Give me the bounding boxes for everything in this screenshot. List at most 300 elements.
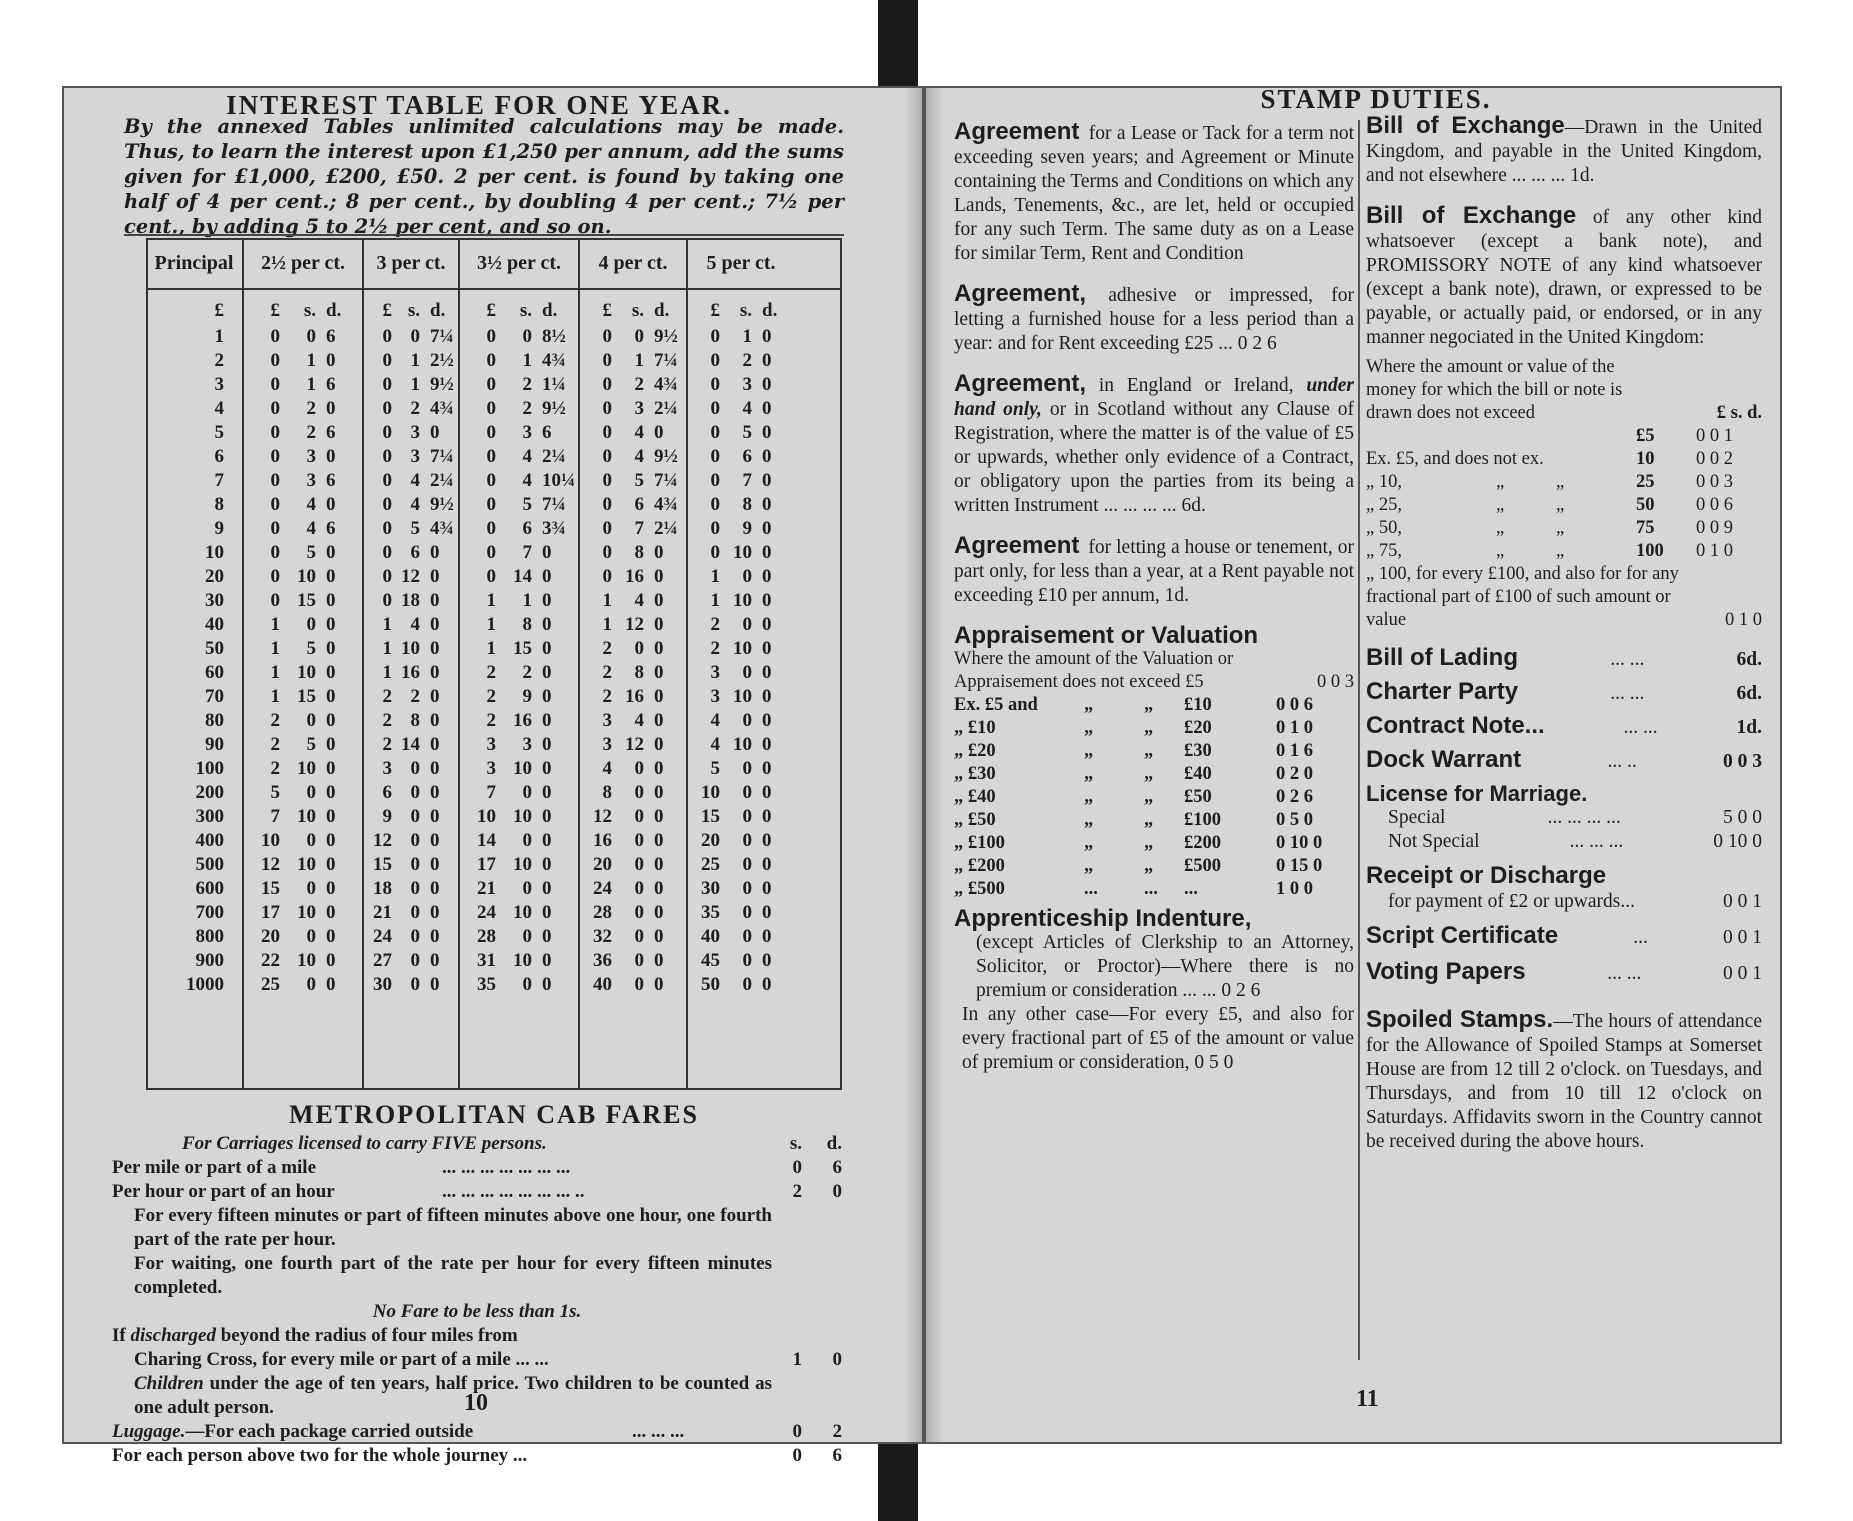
- shillings-value: 10: [297, 950, 316, 971]
- pounds-value: 0: [602, 350, 612, 371]
- cab-row-s: 1: [792, 1349, 802, 1370]
- pence-value: 0: [326, 662, 336, 683]
- shillings-value: 4: [634, 710, 644, 731]
- shillings-value: 1: [306, 350, 316, 371]
- pence-value: 0: [430, 830, 440, 851]
- appraisement-cell: „: [1144, 695, 1154, 715]
- pence-value: 0: [326, 926, 336, 947]
- pounds-value: 0: [382, 518, 392, 539]
- shillings-value: 0: [306, 782, 316, 803]
- shillings-value: 0: [742, 614, 752, 635]
- shillings-value: 0: [634, 902, 644, 923]
- amount-cell: [368, 902, 454, 926]
- pence-value: 9½: [654, 446, 678, 467]
- pounds-value: 2: [270, 734, 280, 755]
- shillings-value: 7: [634, 518, 644, 539]
- page-number: 10: [464, 1390, 488, 1416]
- table-row: [146, 638, 842, 662]
- amount-cell: [692, 662, 790, 686]
- amount-cell: [248, 974, 358, 998]
- amount-cell: [368, 782, 454, 806]
- amount-cell: [584, 566, 682, 590]
- pounds-value: 2: [602, 638, 612, 659]
- amount-cell: [692, 374, 790, 398]
- shillings-value: 2: [410, 398, 420, 419]
- simple-items: [1366, 646, 1762, 774]
- entry-appraisement: [954, 624, 1354, 901]
- pence-value: 0: [654, 422, 664, 443]
- pounds-value: 3: [486, 758, 496, 779]
- pence-value: 0: [542, 686, 552, 707]
- shillings-value: 0: [742, 710, 752, 731]
- pence-value: 2½: [430, 350, 454, 371]
- pence-value: 0: [430, 878, 440, 899]
- shillings-value: 10: [733, 542, 752, 563]
- shillings-value: 12: [625, 614, 644, 635]
- pounds-value: 24: [373, 926, 392, 947]
- pence-value: 6: [326, 470, 336, 491]
- pounds-value: 0: [486, 470, 496, 491]
- pence-value: 0: [326, 494, 336, 515]
- appraisement-cell: „: [1144, 810, 1154, 830]
- pounds-value: 0: [486, 398, 496, 419]
- appraisement-cell: £30: [1184, 741, 1212, 761]
- pounds-value: 2: [486, 662, 496, 683]
- amount-cell: [584, 734, 682, 758]
- pence-value: 7¼: [654, 350, 678, 371]
- pounds-value: 1: [602, 590, 612, 611]
- table-row: [146, 710, 842, 734]
- shillings-value: 10: [297, 566, 316, 587]
- pounds-value: 1: [270, 662, 280, 683]
- pounds-value: 0: [486, 518, 496, 539]
- shillings-value: 3: [742, 374, 752, 395]
- cab-row: [112, 1324, 842, 1348]
- shillings-value: 0: [410, 950, 420, 971]
- pence-value: 0: [430, 590, 440, 611]
- shillings-value: 5: [522, 494, 532, 515]
- shillings-value: 15: [513, 638, 532, 659]
- bill-rates-cell: Ex. £5, and does not ex.: [1366, 449, 1544, 469]
- pence-value: 0: [654, 854, 664, 875]
- appraisement-row: [954, 786, 1354, 809]
- pounds-value: 12: [373, 830, 392, 851]
- shillings-value: 0: [634, 854, 644, 875]
- shillings-value: 6: [634, 494, 644, 515]
- shillings-value: 4: [634, 446, 644, 467]
- pounds-value: 27: [373, 950, 392, 971]
- amount-cell: [692, 326, 790, 350]
- pence-value: 0: [542, 806, 552, 827]
- shillings-value: 2: [306, 422, 316, 443]
- table-row: [146, 542, 842, 566]
- pounds-value: 0: [270, 494, 280, 515]
- shillings-value: 0: [634, 878, 644, 899]
- entry-value: 0 0 1: [1723, 927, 1762, 948]
- cab-row: [112, 1420, 842, 1444]
- amount-cell: [368, 422, 454, 446]
- shillings-value: 15: [297, 686, 316, 707]
- pounds-value: 4: [602, 758, 612, 779]
- principal-cell: 40: [205, 614, 224, 635]
- pence-value: 0: [326, 614, 336, 635]
- principal-cell: 80: [205, 710, 224, 731]
- shillings-value: 0: [306, 710, 316, 731]
- amount-cell: [368, 542, 454, 566]
- pounds-value: 0: [382, 494, 392, 515]
- pounds-value: £: [710, 300, 720, 321]
- amount-cell: [248, 638, 358, 662]
- entry-body: —The hours of attendance for the Allowance of Spoiled Stamps at Somerset House are from 12 till 2 o'clock. on Tuesdays, and Thursdays, and from 10 till 12 o'clock on Saturdays. Affidavits sworn in the Country cannot be received during the above hours.: [1366, 1011, 1762, 1152]
- bill-rates-row: [1366, 448, 1762, 471]
- amount-cell: [464, 470, 574, 494]
- table-units-row: [146, 300, 842, 328]
- amount-cell: [692, 854, 790, 878]
- pence-value: 10¼: [542, 470, 576, 491]
- principal-cell: 8: [214, 494, 224, 515]
- shillings-value: 0: [742, 926, 752, 947]
- shillings-value: 4: [634, 590, 644, 611]
- principal-cell: 800: [195, 926, 224, 947]
- entry-spoiled-stamps: [1366, 1008, 1762, 1154]
- pounds-value: 31: [477, 950, 496, 971]
- amount-cell: [368, 374, 454, 398]
- pounds-value: 0: [270, 518, 280, 539]
- pence-value: 0: [542, 590, 552, 611]
- pounds-value: 1: [602, 614, 612, 635]
- pounds-value: 1: [710, 590, 720, 611]
- pounds-value: 18: [373, 878, 392, 899]
- pence-value: d.: [430, 300, 446, 321]
- amount-cell: [692, 566, 790, 590]
- shillings-value: 1: [410, 350, 420, 371]
- pounds-value: 1: [486, 614, 496, 635]
- table-row: [146, 902, 842, 926]
- pounds-value: 2: [602, 662, 612, 683]
- shillings-value: 0: [634, 782, 644, 803]
- amount-cell: [584, 374, 682, 398]
- pence-value: 0: [542, 638, 552, 659]
- pounds-value: 10: [477, 806, 496, 827]
- entry-voting: [1366, 960, 1762, 986]
- pounds-value: 3: [486, 734, 496, 755]
- shillings-value: 4: [410, 494, 420, 515]
- pence-value: 4¾: [654, 494, 678, 515]
- left-page: [62, 86, 924, 1466]
- amount-cell: [248, 782, 358, 806]
- pence-value: 7¼: [542, 494, 566, 515]
- bill-rates-cell: „ 75,: [1366, 541, 1402, 561]
- pence-value: 0: [654, 542, 664, 563]
- leader-dots: ... ...: [1607, 963, 1642, 984]
- pence-value: 0: [762, 614, 772, 635]
- bill-rates-table: [1366, 425, 1762, 563]
- shillings-value: 10: [733, 686, 752, 707]
- appraisement-cell: „: [1144, 787, 1154, 807]
- table-row: [146, 782, 842, 806]
- gutter-shadow: [904, 88, 922, 1442]
- principal-cell: 5: [214, 422, 224, 443]
- pence-value: 0: [542, 926, 552, 947]
- pence-value: 0: [542, 710, 552, 731]
- table-row: [146, 494, 842, 518]
- cab-no-fare-text: No Fare to be less than 1s.: [372, 1301, 582, 1322]
- leader-dots: ... ... ...: [632, 1421, 685, 1442]
- bill-rates-cell: „: [1556, 518, 1565, 538]
- table-row: [146, 854, 842, 878]
- pence-value: 4¾: [430, 518, 454, 539]
- pounds-value: 40: [701, 926, 720, 947]
- amount-cell: [692, 758, 790, 782]
- stamp-column-right: [1366, 114, 1762, 1170]
- amount-cell: [368, 446, 454, 470]
- shillings-value: 3: [634, 398, 644, 419]
- amount-cell: [368, 830, 454, 854]
- stamp-item: [1366, 714, 1762, 740]
- pence-value: 1¼: [542, 374, 566, 395]
- shillings-value: 0: [410, 854, 420, 875]
- entry-bill-of-exchange-other: [1366, 204, 1762, 350]
- appraisement-cell: £500: [1184, 856, 1221, 876]
- entry-emphasis: under hand only,: [954, 375, 1355, 420]
- amount-cell: [248, 614, 358, 638]
- shillings-value: 5: [306, 542, 316, 563]
- license-row: [1366, 830, 1762, 854]
- pence-value: d.: [542, 300, 558, 321]
- entry-body: for letting a house or tenement, or part only, for less than a year, at a Rent payable not exceeding £10 per annum, 1d.: [954, 537, 1355, 606]
- pounds-value: 0: [382, 422, 392, 443]
- cab-row-d: 2: [832, 1421, 842, 1442]
- shillings-value: 9: [522, 686, 532, 707]
- amount-cell: [584, 614, 682, 638]
- shillings-value: 0: [742, 950, 752, 971]
- table-row: [146, 950, 842, 974]
- shillings-value: 10: [733, 734, 752, 755]
- cab-row-label: For each person above two for the whole journey ...: [112, 1445, 528, 1466]
- table-units: [146, 300, 842, 324]
- amount-cell: [464, 350, 574, 374]
- amount-cell: [248, 710, 358, 734]
- pounds-value: 0: [486, 566, 496, 587]
- cab-row: [112, 1444, 842, 1468]
- shillings-value: 5: [634, 470, 644, 491]
- pence-value: 0: [654, 590, 664, 611]
- pounds-value: 1: [710, 566, 720, 587]
- amount-cell: [584, 422, 682, 446]
- shillings-value: 0: [742, 758, 752, 779]
- amount-cell: [248, 518, 358, 542]
- amount-cell: [248, 494, 358, 518]
- shillings-value: 0: [742, 806, 752, 827]
- pence-value: 0: [326, 710, 336, 731]
- pence-value: 9½: [654, 326, 678, 347]
- amount-cell: [248, 470, 358, 494]
- shillings-value: 2: [522, 662, 532, 683]
- amount-cell: [692, 710, 790, 734]
- amount-cell: [692, 902, 790, 926]
- pence-value: 0: [762, 638, 772, 659]
- pence-value: 0: [654, 638, 664, 659]
- amount-cell: [464, 854, 574, 878]
- shillings-value: 4: [306, 494, 316, 515]
- amount-cell: [248, 398, 358, 422]
- pounds-value: 9: [382, 806, 392, 827]
- amount-cell: [368, 854, 454, 878]
- shillings-value: 3: [306, 446, 316, 467]
- bill-rates-value: 0 0 6: [1696, 495, 1733, 515]
- appraisement-cell: „: [1084, 810, 1094, 830]
- pence-value: 0: [326, 446, 336, 467]
- bill-rates: [1366, 356, 1762, 632]
- principal-cell: 700: [195, 902, 224, 923]
- principal-cell: 500: [195, 854, 224, 875]
- pence-value: 0: [762, 518, 772, 539]
- shillings-value: 16: [625, 686, 644, 707]
- leader-dots: ... ... ... ... ... ... ...: [442, 1157, 571, 1178]
- amount-cell: [692, 806, 790, 830]
- pence-value: 4¾: [542, 350, 566, 371]
- cab-word: Luggage.: [112, 1421, 186, 1442]
- pounds-value: 2: [270, 758, 280, 779]
- principal-cell: 70: [205, 686, 224, 707]
- amount-cell: [692, 878, 790, 902]
- pounds-value: 20: [701, 830, 720, 851]
- shillings-value: 0: [742, 878, 752, 899]
- pounds-value: 28: [593, 902, 612, 923]
- amount-cell: [368, 638, 454, 662]
- cab-row-d: 0: [832, 1181, 842, 1202]
- table-header-cell: 5 per ct.: [686, 238, 794, 288]
- col-d-label: d.: [826, 1133, 842, 1154]
- pence-value: 4¾: [430, 398, 454, 419]
- pounds-value: 3: [602, 710, 612, 731]
- pence-value: 0: [542, 758, 552, 779]
- shillings-value: 18: [401, 590, 420, 611]
- amount-cell: [248, 902, 358, 926]
- appraisement-cell: £20: [1184, 718, 1212, 738]
- cab-row: [112, 1180, 842, 1204]
- cab-fares: [112, 1132, 842, 1468]
- pence-value: 0: [430, 734, 440, 755]
- shillings-value: 3: [522, 734, 532, 755]
- principal-cell: 4: [214, 398, 224, 419]
- principal-cell: 6: [214, 446, 224, 467]
- table-header-cell: Principal: [154, 252, 234, 274]
- shillings-value: 2: [742, 350, 752, 371]
- pence-value: 0: [430, 902, 440, 923]
- amount-cell: [464, 326, 574, 350]
- table-column-rule: [362, 288, 364, 1090]
- amount-cell: [368, 326, 454, 350]
- license-value: 0 10 0: [1713, 831, 1762, 852]
- shillings-value: 10: [297, 854, 316, 875]
- cab-header-row: [112, 1132, 842, 1156]
- shillings-value: 0: [522, 878, 532, 899]
- amount-cell: [464, 542, 574, 566]
- principal-cell: 100: [195, 758, 224, 779]
- amount-cell: [368, 806, 454, 830]
- pence-value: 6: [326, 422, 336, 443]
- amount-cell: [368, 350, 454, 374]
- appraisement-intro: Where the amount of the Valuation or Appraisement does not exceed £5: [954, 649, 1234, 692]
- appraisement-cell: ...: [1084, 879, 1098, 899]
- pence-value: 2¼: [542, 446, 566, 467]
- pence-value: 0: [654, 782, 664, 803]
- amount-cell: [692, 830, 790, 854]
- shillings-value: 4: [634, 422, 644, 443]
- table-row: [146, 422, 842, 446]
- shillings-value: 0: [634, 830, 644, 851]
- shillings-value: 10: [513, 806, 532, 827]
- pounds-value: 2: [710, 614, 720, 635]
- cab-word: discharged: [130, 1325, 216, 1346]
- shillings-value: 12: [401, 566, 420, 587]
- pounds-value: 20: [261, 926, 280, 947]
- appraisement-cell: „ £200: [954, 856, 1005, 876]
- stamp-duties-title: STAMP DUTIES.: [1260, 84, 1492, 114]
- amount-cell: [584, 758, 682, 782]
- amount-cell: [584, 398, 682, 422]
- pence-value: 0: [326, 734, 336, 755]
- pence-value: 0: [762, 398, 772, 419]
- pence-value: 0: [762, 902, 772, 923]
- principal-cell: 20: [205, 566, 224, 587]
- interest-table-title: INTEREST TABLE FOR ONE YEAR.: [226, 90, 732, 120]
- pounds-value: 0: [602, 542, 612, 563]
- shillings-value: s.: [739, 300, 752, 321]
- pence-value: 0: [430, 638, 440, 659]
- pence-value: 0: [430, 614, 440, 635]
- entry-heading: Script Certificate: [1366, 922, 1559, 949]
- license-label: Special: [1388, 807, 1446, 828]
- appraisement-cell: „: [1084, 695, 1094, 715]
- amount-cell: [692, 542, 790, 566]
- shillings-value: s.: [631, 300, 644, 321]
- amount-cell: [584, 638, 682, 662]
- pounds-value: 15: [373, 854, 392, 875]
- principal-cell: 90: [205, 734, 224, 755]
- pence-value: 0: [326, 542, 336, 563]
- pounds-value: 0: [270, 470, 280, 491]
- appraisement-duty: 1 0 0: [1276, 879, 1313, 899]
- amount-cell: [584, 494, 682, 518]
- amount-cell: [248, 350, 358, 374]
- shillings-value: 10: [513, 902, 532, 923]
- amount-cell: [368, 974, 454, 998]
- amount-cell: [248, 758, 358, 782]
- pence-value: 0: [762, 806, 772, 827]
- pounds-value: 2: [382, 710, 392, 731]
- bill-rates-row: [1366, 425, 1762, 448]
- amount-cell: [692, 614, 790, 638]
- shillings-value: 0: [522, 926, 532, 947]
- cab-fares-title: METROPOLITAN CAB FARES: [289, 1100, 699, 1129]
- appraisement-row: [954, 855, 1354, 878]
- leader-dots: ... ... ... ...: [1547, 807, 1621, 828]
- shillings-value: 0: [742, 854, 752, 875]
- pence-value: 7¼: [430, 446, 454, 467]
- entry-heading: Receipt or Discharge: [1366, 862, 1607, 889]
- amount-cell: [368, 950, 454, 974]
- bill-rates-cell: „ 25,: [1366, 495, 1402, 515]
- entry-script: [1366, 924, 1762, 950]
- pounds-value: 16: [593, 830, 612, 851]
- shillings-value: 0: [522, 782, 532, 803]
- shillings-value: 0: [742, 782, 752, 803]
- amount-cell: [584, 662, 682, 686]
- shillings-value: 8: [410, 710, 420, 731]
- appraisement-cell: ...: [1144, 879, 1158, 899]
